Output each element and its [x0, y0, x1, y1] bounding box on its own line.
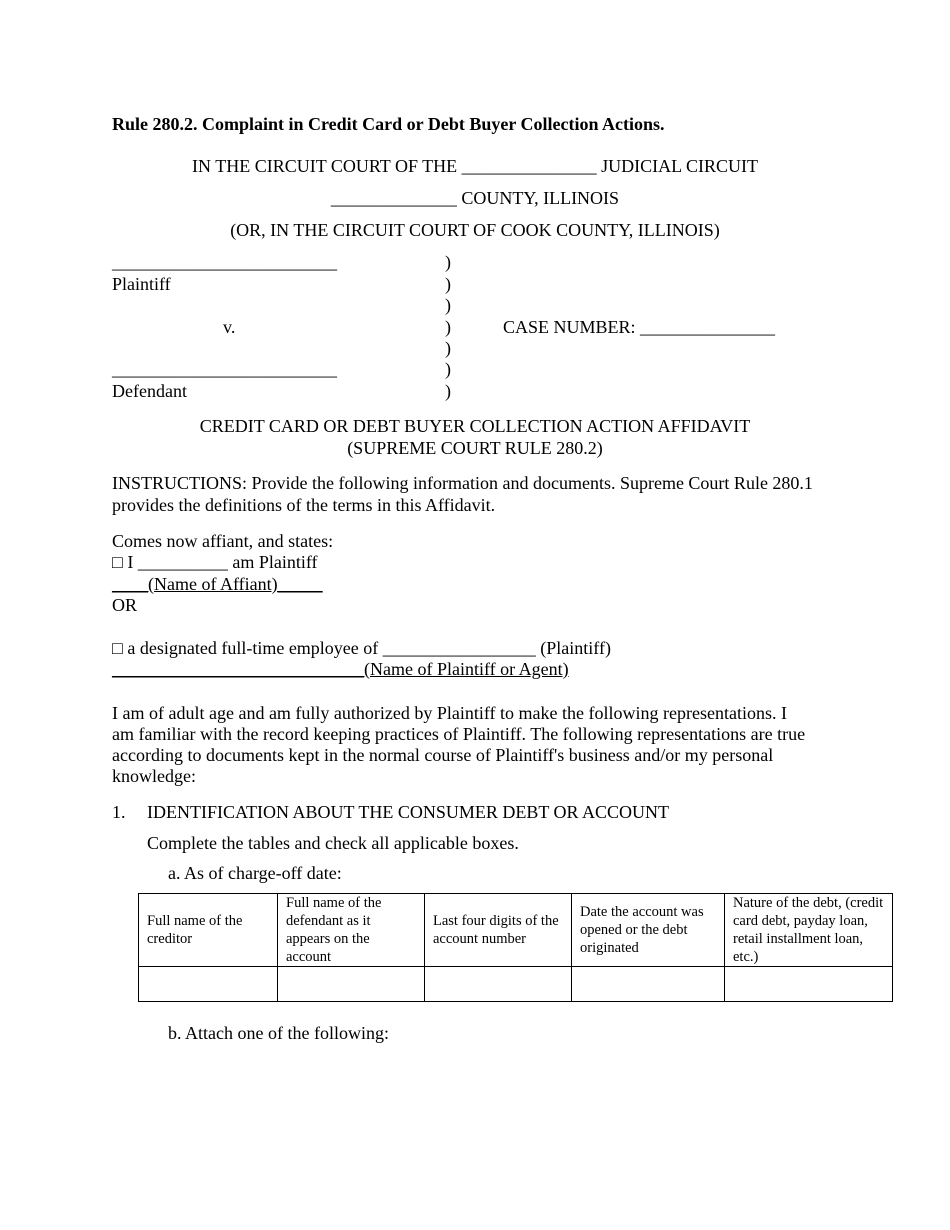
section-1-title: IDENTIFICATION ABOUT THE CONSUMER DEBT OR ACCOUNT: [147, 802, 670, 822]
plaintiff-blank[interactable]: _________________________: [112, 252, 337, 272]
court-line-3: (OR, IN THE CIRCUIT COURT OF COOK COUNTY, ILLINOIS): [230, 220, 720, 240]
case-number-field[interactable]: CASE NUMBER: _______________: [503, 317, 776, 337]
table-header-cell: Date the account was opened or the debt originated: [572, 894, 725, 967]
plaintiff-agent-name-label: ____________________________(Name of Plaintiff or Agent): [112, 659, 569, 679]
affiant-employee-checkbox[interactable]: □ a designated full-time employee of _________________ (Plaintiff): [112, 638, 611, 658]
caption-paren: ): [445, 295, 451, 315]
versus-label: v.: [223, 317, 236, 337]
table-header-row: [139, 894, 893, 967]
table-row: [139, 967, 893, 1002]
caption-paren: ): [445, 359, 451, 379]
caption-paren: ): [445, 252, 451, 272]
section-1-instruction: Complete the tables and check all applicable boxes.: [147, 833, 519, 853]
instructions-line-2: provides the definitions of the terms in this Affidavit.: [112, 495, 496, 515]
rule-title: Rule 280.2. Complaint in Credit Card or Debt Buyer Collection Actions.: [112, 114, 665, 134]
court-line-2: ______________ COUNTY, ILLINOIS: [330, 188, 620, 208]
table-cell-input[interactable]: [425, 967, 572, 1002]
affidavit-title: CREDIT CARD OR DEBT BUYER COLLECTION ACTION AFFIDAVIT: [199, 416, 751, 436]
table-cell-input[interactable]: [278, 967, 425, 1002]
caption-paren: ): [445, 338, 451, 358]
section-1-number: 1.: [112, 802, 126, 822]
statement-line: I am of adult age and am fully authorized by Plaintiff to make the following representations. I: [112, 703, 787, 723]
affiant-name-label: ____(Name of Affiant)_____: [112, 574, 323, 594]
instructions-line-1: INSTRUCTIONS: Provide the following information and documents. Supreme Court Rule 280.1: [112, 473, 813, 493]
table-cell-input[interactable]: [725, 967, 893, 1002]
comes-now-text: Comes now affiant, and states:: [112, 531, 334, 551]
or-label: OR: [112, 595, 138, 615]
table-cell-input[interactable]: [139, 967, 278, 1002]
item-a-label: a. As of charge-off date:: [168, 863, 342, 883]
table-cell-input[interactable]: [572, 967, 725, 1002]
charge-off-table: [138, 893, 893, 1002]
caption-paren: ): [445, 274, 451, 294]
table-header-cell: Full name of the defendant as it appears on the account: [278, 894, 425, 967]
statement-line: am familiar with the record keeping practices of Plaintiff. The following representations are true: [112, 724, 806, 744]
affiant-plaintiff-checkbox[interactable]: □ I __________ am Plaintiff: [112, 552, 318, 572]
statement-line: knowledge:: [112, 766, 196, 786]
statement-line: according to documents kept in the normal course of Plaintiff's business and/or my personal: [112, 745, 774, 765]
plaintiff-label: Plaintiff: [112, 274, 171, 294]
affidavit-subtitle: (SUPREME COURT RULE 280.2): [347, 438, 603, 458]
table-header-cell: Full name of the creditor: [139, 894, 278, 967]
item-b-label: b. Attach one of the following:: [168, 1023, 389, 1043]
caption-paren: ): [445, 381, 451, 401]
defendant-label: Defendant: [112, 381, 187, 401]
table-header-cell: Nature of the debt, (credit card debt, payday loan, retail installment loan, etc.): [725, 894, 893, 967]
caption-paren: ): [445, 317, 451, 337]
court-line-1: IN THE CIRCUIT COURT OF THE _______________ JUDICIAL CIRCUIT: [192, 156, 758, 176]
defendant-blank[interactable]: _________________________: [112, 359, 337, 379]
table-header-cell: Last four digits of the account number: [425, 894, 572, 967]
